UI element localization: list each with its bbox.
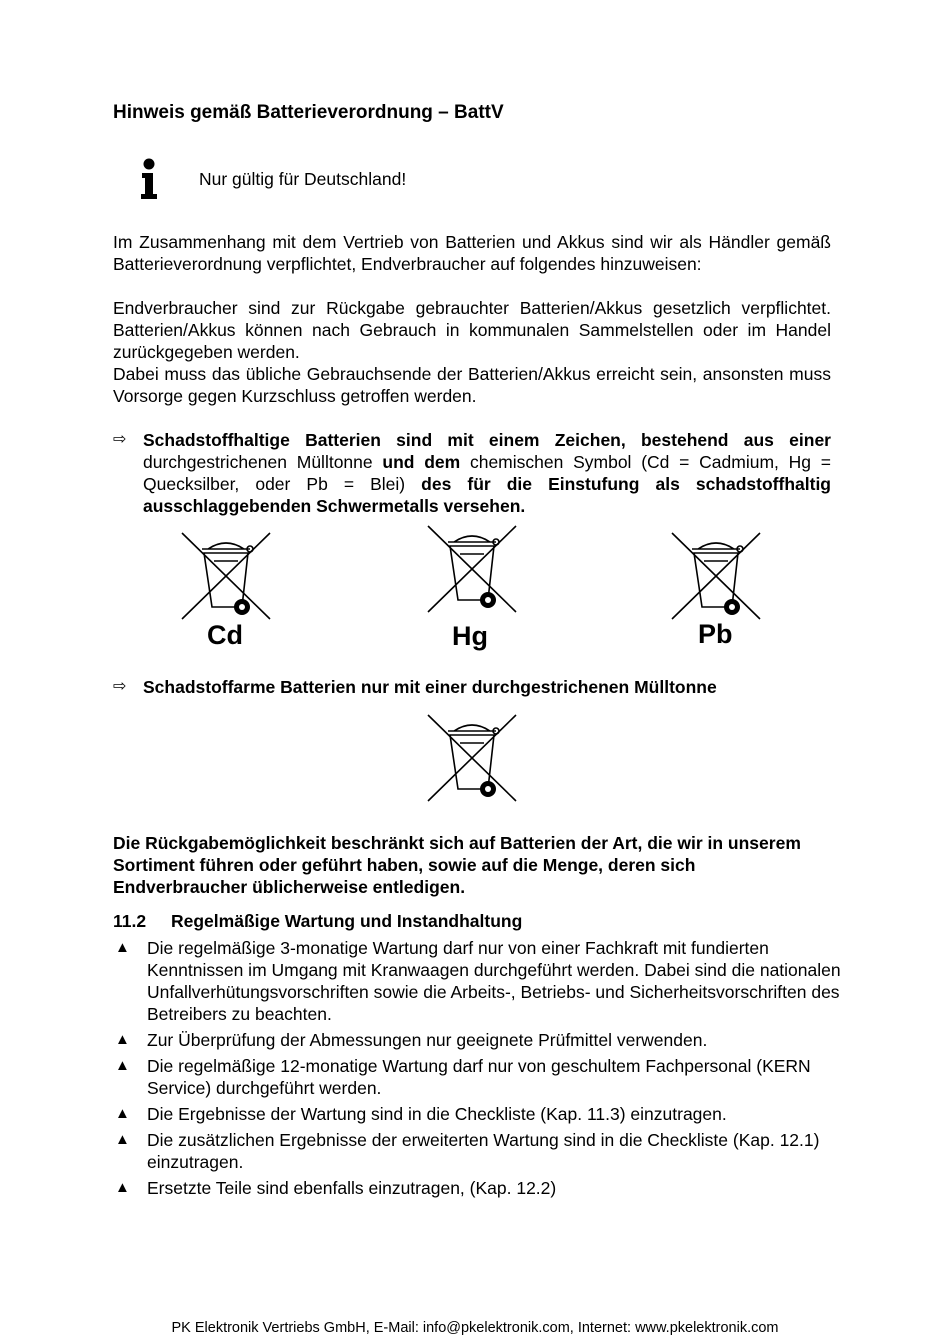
info-note: Nur gültig für Deutschland! — [199, 169, 407, 189]
crossed-bin-icon-pb — [670, 531, 762, 623]
section-title: Regelmäßige Wartung und Instandhaltung — [171, 911, 523, 931]
hazardous-part4: chemischen Symbol (Cd = Cadmium, Hg = Quecksilber, oder Pb = Blei) — [143, 452, 831, 494]
symbol-label-pb: Pb — [698, 619, 733, 649]
crossed-bin-icon-hg — [426, 524, 518, 616]
list-item-text: Die zusätzlichen Ergebnisse der erweiterten Wartung sind in die Checkliste (Kap. 12.1) einzutragen. — [147, 1130, 820, 1172]
list-item-text: Die regelmäßige 3-monatige Wartung darf nur von einer Fachkraft mit fundierten Kenntnissen im Umgang mit Kranwaagen durchgeführt werden. Dabei sind die nationalen Unfallverhütungsvorschriften sowie die Arbeits-, Betriebs- und Sicherheitsvorschriften des Betreibers zu beachten. — [147, 938, 841, 1024]
list-item-text: Zur Überprüfung der Abmessungen nur geeignete Prüfmittel verwenden. — [147, 1030, 708, 1050]
symbol-label-hg: Hg — [452, 621, 488, 651]
warning-triangle-icon: ▲ — [115, 1057, 130, 1074]
warning-triangle-icon: ▲ — [115, 1031, 130, 1048]
warning-triangle-icon: ▲ — [115, 1131, 130, 1148]
intro-paragraph — [113, 231, 831, 275]
warning-triangle-icon: ▲ — [115, 1105, 130, 1122]
info-icon — [138, 158, 160, 200]
list-item-text: Die Ergebnisse der Wartung sind in die Checkliste (Kap. 11.3) einzutragen. — [147, 1104, 727, 1124]
section-heading — [113, 911, 522, 932]
return-scope-note: Die Rückgabemöglichkeit beschränkt sich auf Batterien der Art, die wir in unserem Sortiment führen oder geführt haben, sowie auf die Menge, deren sich Endverbraucher üblicherweise entledigen. — [113, 833, 801, 897]
return-text: Endverbraucher sind zur Rückgabe gebrauchter Batterien/Akkus gesetzlich verpflichtet. Batterien/Akkus können nach Gebrauch in kommunalen Sammelstellen oder im Handel zurückgegeben werden. — [113, 298, 831, 362]
list-item — [113, 1129, 843, 1173]
low-pollutant-batteries-note — [113, 676, 831, 698]
list-item-text: Ersetzte Teile sind ebenfalls einzutragen, (Kap. 12.2) — [147, 1178, 557, 1198]
hazardous-part1: Schadstoffhaltige Batterien sind mit einem Zeichen, bestehend aus einer — [143, 430, 831, 450]
list-item — [113, 1055, 843, 1099]
list-item-text: Die regelmäßige 12-monatige Wartung darf nur von geschultem Fachpersonal (KERN Service) durchgeführt werden. — [147, 1056, 811, 1098]
list-item — [113, 1177, 843, 1199]
low-pollutant-text: Schadstoffarme Batterien nur mit einer durchgestrichenen Mülltonne — [143, 677, 717, 697]
maintenance-list — [113, 937, 843, 1203]
return-paragraph — [113, 297, 831, 407]
intro-text: Im Zusammenhang mit dem Vertrieb von Batterien und Akkus sind wir als Händler gemäß Batterieverordnung verpflichtet, Endverbraucher auf folgendes hinzuweisen: — [113, 232, 831, 274]
page-title: Hinweis gemäß Batterieverordnung – BattV — [113, 102, 504, 123]
page-footer: PK Elektronik Vertriebs GmbH, E-Mail: info@pkelektronik.com, Internet: www.pkelektronik.com — [171, 1320, 779, 1336]
warning-triangle-icon: ▲ — [115, 939, 130, 956]
section-number: 11.2 — [113, 911, 147, 931]
hazardous-part3: und dem — [382, 452, 461, 472]
crossed-bin-icon — [426, 713, 518, 805]
hazardous-part5: des für die Einstufung als schadstoffhaltig ausschlaggebenden Schwermetalls versehen. — [143, 474, 831, 516]
symbol-label-cd: Cd — [207, 620, 243, 650]
crossed-bin-icon-cd — [180, 531, 272, 623]
warning-triangle-icon: ▲ — [115, 1179, 130, 1196]
arrow-icon: ⇨ — [113, 431, 127, 448]
list-item — [113, 937, 843, 1025]
end-of-life-text: Dabei muss das übliche Gebrauchsende der Batterien/Akkus erreicht sein, ansonsten muss Vorsorge gegen Kurzschluss getroffen werden. — [113, 364, 831, 406]
hazardous-batteries-note — [113, 429, 831, 517]
list-item — [113, 1029, 843, 1051]
arrow-icon: ⇨ — [113, 678, 127, 695]
list-item — [113, 1103, 843, 1125]
hazardous-part2: durchgestrichenen Mülltonne — [143, 452, 383, 472]
